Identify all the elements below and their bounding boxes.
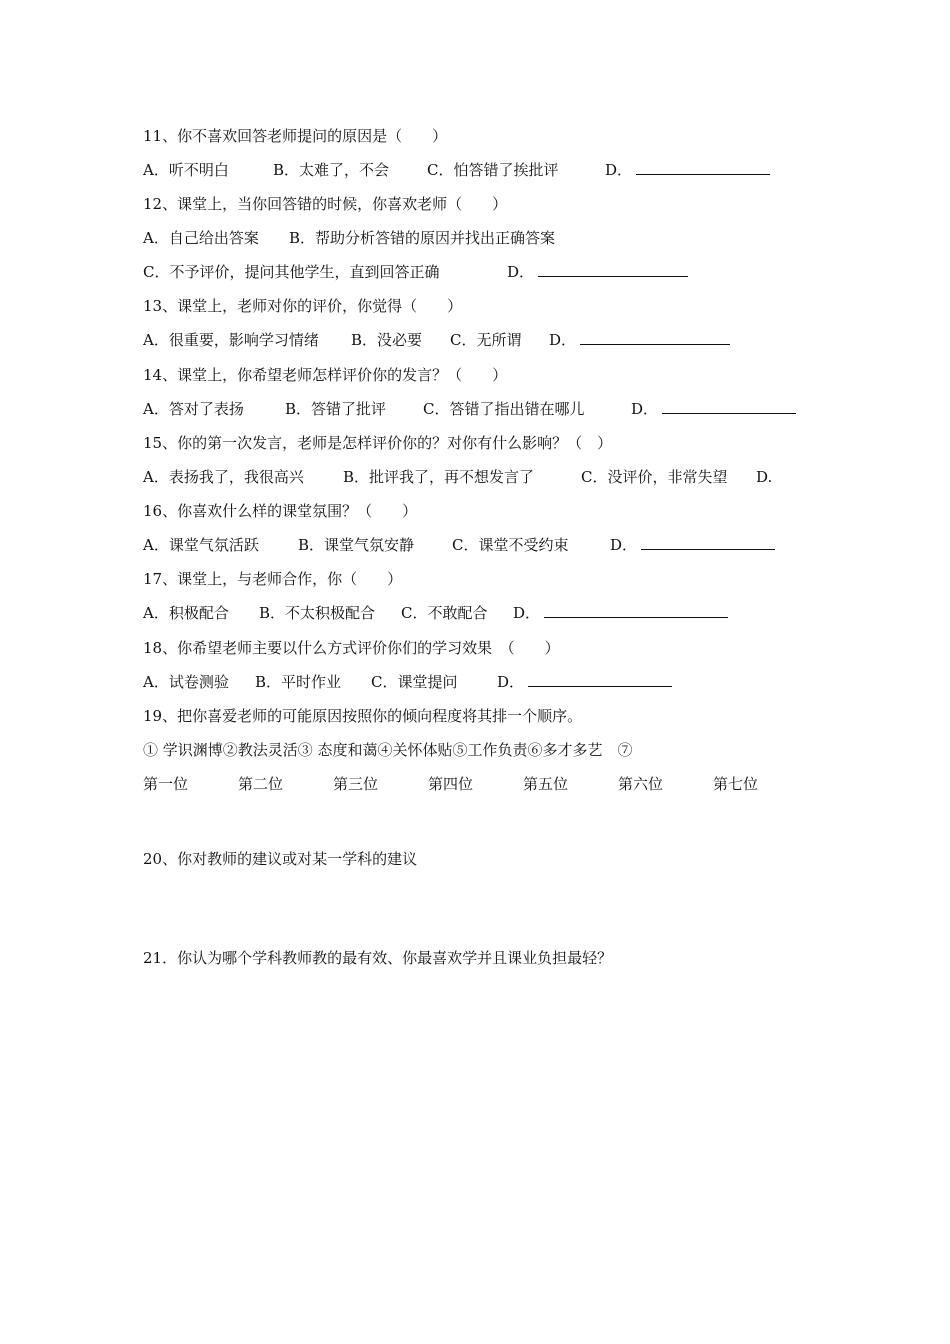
- rank-slot-4[interactable]: 第四位: [428, 775, 474, 793]
- question-15-options: [143, 466, 772, 488]
- q18-option-d: D．: [497, 673, 525, 691]
- q17-option-a: A．积极配合: [143, 604, 229, 622]
- question-14-options: [143, 398, 796, 420]
- question-13-options: [143, 329, 730, 351]
- q17-answer-blank[interactable]: [544, 602, 728, 618]
- q14-option-a: A．答对了表扬: [143, 400, 244, 418]
- q15-option-c: C．没评价，非常失望: [581, 468, 728, 486]
- q12-answer-blank[interactable]: [538, 261, 688, 277]
- question-21: 21．你认为哪个学科教师教的最有效、你最喜欢学并且课业负担最轻？: [143, 949, 613, 967]
- q11-option-b: B．太难了，不会: [273, 161, 390, 179]
- question-14: 14、课堂上，你希望老师怎样评价你的发言？（ ）: [143, 366, 508, 384]
- rank-slot-3[interactable]: 第三位: [333, 775, 379, 793]
- q18-option-a: A．试卷测验: [143, 673, 229, 691]
- q12-option-d: D．: [507, 263, 535, 281]
- q13-option-c: C．无所谓: [450, 331, 522, 349]
- rank-slot-2[interactable]: 第二位: [238, 775, 284, 793]
- rank-slot-5[interactable]: 第五位: [523, 775, 569, 793]
- q17-option-c: C．不敢配合: [401, 604, 488, 622]
- q16-option-b: B．课堂气氛安静: [298, 536, 415, 554]
- q16-option-a: A．课堂气氛活跃: [143, 536, 259, 554]
- q11-answer-blank[interactable]: [636, 159, 770, 175]
- question-12: 12、课堂上，当你回答错的时候，你喜欢老师（ ）: [143, 195, 508, 213]
- rank-slot-7[interactable]: 第七位: [713, 775, 759, 793]
- rank-slot-6[interactable]: 第六位: [618, 775, 664, 793]
- question-16: 16、你喜欢什么样的课堂氛围？（ ）: [143, 502, 418, 520]
- q14-answer-blank[interactable]: [662, 398, 796, 414]
- q15-option-d: D.: [756, 468, 773, 486]
- q11-option-c: C．怕答错了挨批评: [427, 161, 559, 179]
- q14-option-c: C．答错了指出错在哪儿: [423, 400, 585, 418]
- question-18-options: [143, 671, 672, 693]
- q13-answer-blank[interactable]: [580, 329, 730, 345]
- question-19-reasons: ① 学识渊博②教法灵活③ 态度和蔼④关怀体贴⑤工作负责⑥多才多艺 ⑦: [143, 741, 633, 759]
- q11-option-d: D．: [605, 161, 633, 179]
- question-11-options: [143, 159, 770, 181]
- q12-option-a: A．自己给出答案: [143, 229, 259, 247]
- q18-answer-blank[interactable]: [528, 671, 672, 687]
- q17-option-d: D．: [513, 604, 541, 622]
- question-20: 20、你对教师的建议或对某一学科的建议: [143, 850, 418, 868]
- question-11: 11、你不喜欢回答老师提问的原因是（ ）: [143, 127, 448, 145]
- q12-option-c: C．不予评价，提问其他学生，直到回答正确: [143, 263, 440, 281]
- q18-option-b: B．平时作业: [255, 673, 342, 691]
- q14-option-d: D．: [631, 400, 659, 418]
- q15-option-b: B．批评我了，再不想发言了: [343, 468, 535, 486]
- q18-option-c: C．课堂提问: [371, 673, 458, 691]
- q13-option-d: D．: [549, 331, 577, 349]
- q15-option-a: A．表扬我了，我很高兴: [143, 468, 304, 486]
- rank-slot-1[interactable]: 第一位: [143, 775, 189, 793]
- q13-option-b: B．没必要: [351, 331, 423, 349]
- question-12-options-ab: [143, 227, 555, 249]
- q14-option-b: B．答错了批评: [285, 400, 387, 418]
- question-16-options: [143, 534, 775, 556]
- question-17: 17、课堂上，与老师合作，你（ ）: [143, 570, 403, 588]
- question-17-options: [143, 602, 728, 624]
- question-12-options-cd: [143, 261, 688, 283]
- question-18: 18、你希望老师主要以什么方式评价你们的学习效果 （ ）: [143, 639, 560, 657]
- q17-option-b: B．不太积极配合: [259, 604, 376, 622]
- question-19: 19、把你喜爱老师的可能原因按照你的倾向程度将其排一个顺序。: [143, 707, 583, 725]
- question-15: 15、你的第一次发言，老师是怎样评价你的？对你有什么影响？（ ）: [143, 434, 613, 452]
- question-13: 13、课堂上，老师对你的评价，你觉得（ ）: [143, 297, 463, 315]
- q16-option-d: D．: [610, 536, 638, 554]
- q12-option-b: B．帮助分析答错的原因并找出正确答案: [289, 229, 556, 247]
- q11-option-a: A．听不明白: [143, 161, 229, 179]
- q16-answer-blank[interactable]: [641, 534, 775, 550]
- q13-option-a: A．很重要，影响学习情绪: [143, 331, 319, 349]
- q16-option-c: C．课堂不受约束: [452, 536, 569, 554]
